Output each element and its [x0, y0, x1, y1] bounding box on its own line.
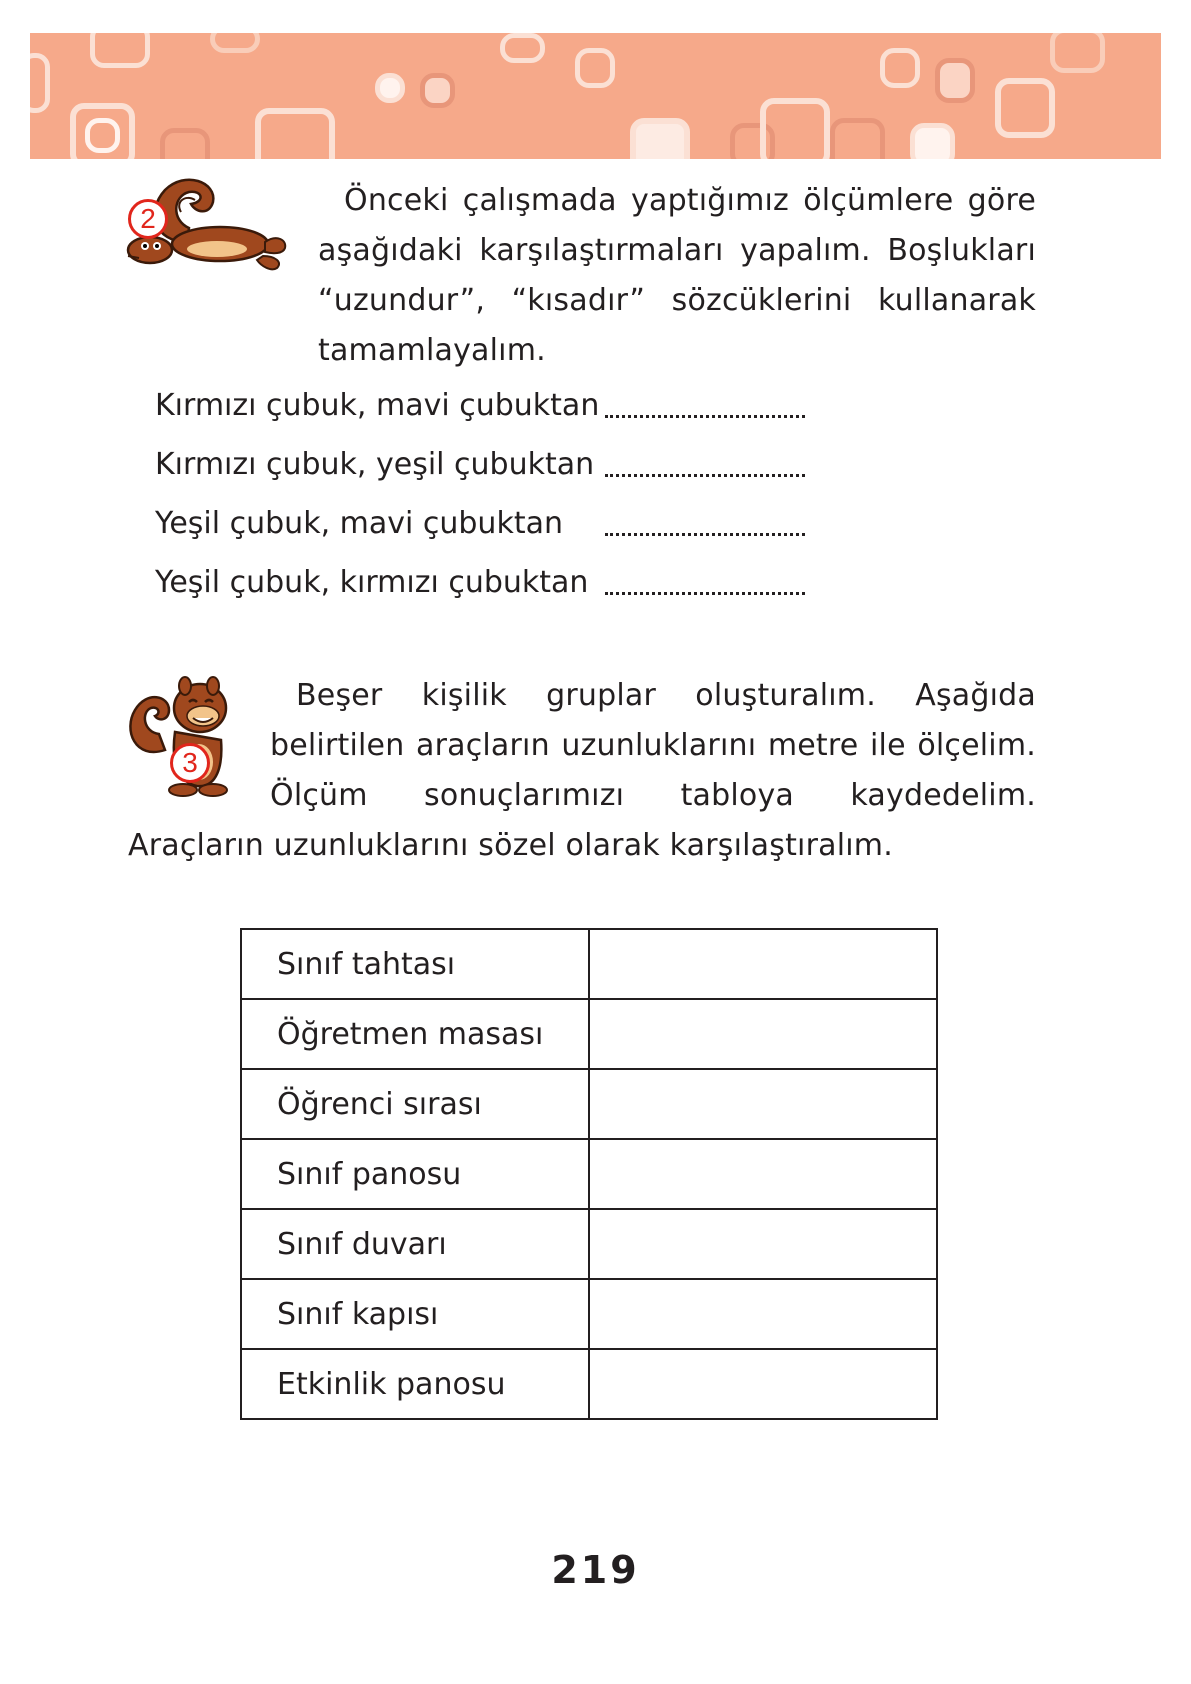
item-cell: Etkinlik panosu: [241, 1349, 589, 1419]
activity-number-badge: 2: [128, 199, 168, 239]
activity-2-instructions: [318, 176, 1036, 376]
value-cell[interactable]: [589, 1349, 937, 1419]
answer-blank[interactable]: [605, 590, 805, 595]
activity-2-text: Önceki çalışmada yaptığımız ölçümlere göre aşağıdaki karşılaştırmaları yapalım. Boşlukları “uzundur”, “kısadır” sözcüklerini kullanarak tamamlayalım.: [318, 183, 1036, 368]
item-cell: Sınıf tahtası: [241, 929, 589, 999]
page-number: 219: [551, 1548, 640, 1592]
comparison-text: Kırmızı çubuk, mavi çubuktan: [155, 388, 600, 423]
value-cell[interactable]: [589, 1139, 937, 1209]
comparison-text: Kırmızı çubuk, yeşil çubuktan: [155, 447, 595, 482]
table-row: [241, 1349, 937, 1419]
table-row: [241, 1139, 937, 1209]
table-row: [241, 1279, 937, 1349]
item-cell: Öğretmen masası: [241, 999, 589, 1069]
value-cell[interactable]: [589, 1069, 937, 1139]
item-cell: Öğrenci sırası: [241, 1069, 589, 1139]
value-cell[interactable]: [589, 1279, 937, 1349]
table-row: [241, 1209, 937, 1279]
header-banner: [30, 33, 1161, 159]
answer-blank[interactable]: [605, 531, 805, 536]
measurement-table: [240, 928, 938, 1420]
float-spacer: [128, 671, 270, 821]
value-cell[interactable]: [589, 999, 937, 1069]
item-cell: Sınıf kapısı: [241, 1279, 589, 1349]
item-cell: Sınıf panosu: [241, 1139, 589, 1209]
activity-3-text: Beşer kişilik gruplar oluşturalım. Aşağıda belirtilen araçların uzunluklarını metre ile ölçelim. Ölçüm sonuçlarımızı tabloya kaydedelim. Araçların uzunluklarını sözel olarak karşılaştıralım.: [128, 678, 1036, 863]
value-cell[interactable]: [589, 929, 937, 999]
activity-3-instructions: [128, 671, 1036, 871]
answer-blank[interactable]: [605, 472, 805, 477]
value-cell[interactable]: [589, 1209, 937, 1279]
table-row: [241, 1069, 937, 1139]
item-cell: Sınıf duvarı: [241, 1209, 589, 1279]
answer-blank[interactable]: [605, 413, 805, 418]
comparison-text: Yeşil çubuk, kırmızı çubuktan: [155, 565, 589, 600]
comparison-text: Yeşil çubuk, mavi çubuktan: [155, 506, 563, 541]
activity-number-badge: 3: [170, 743, 210, 783]
table-row: [241, 929, 937, 999]
table-row: [241, 999, 937, 1069]
